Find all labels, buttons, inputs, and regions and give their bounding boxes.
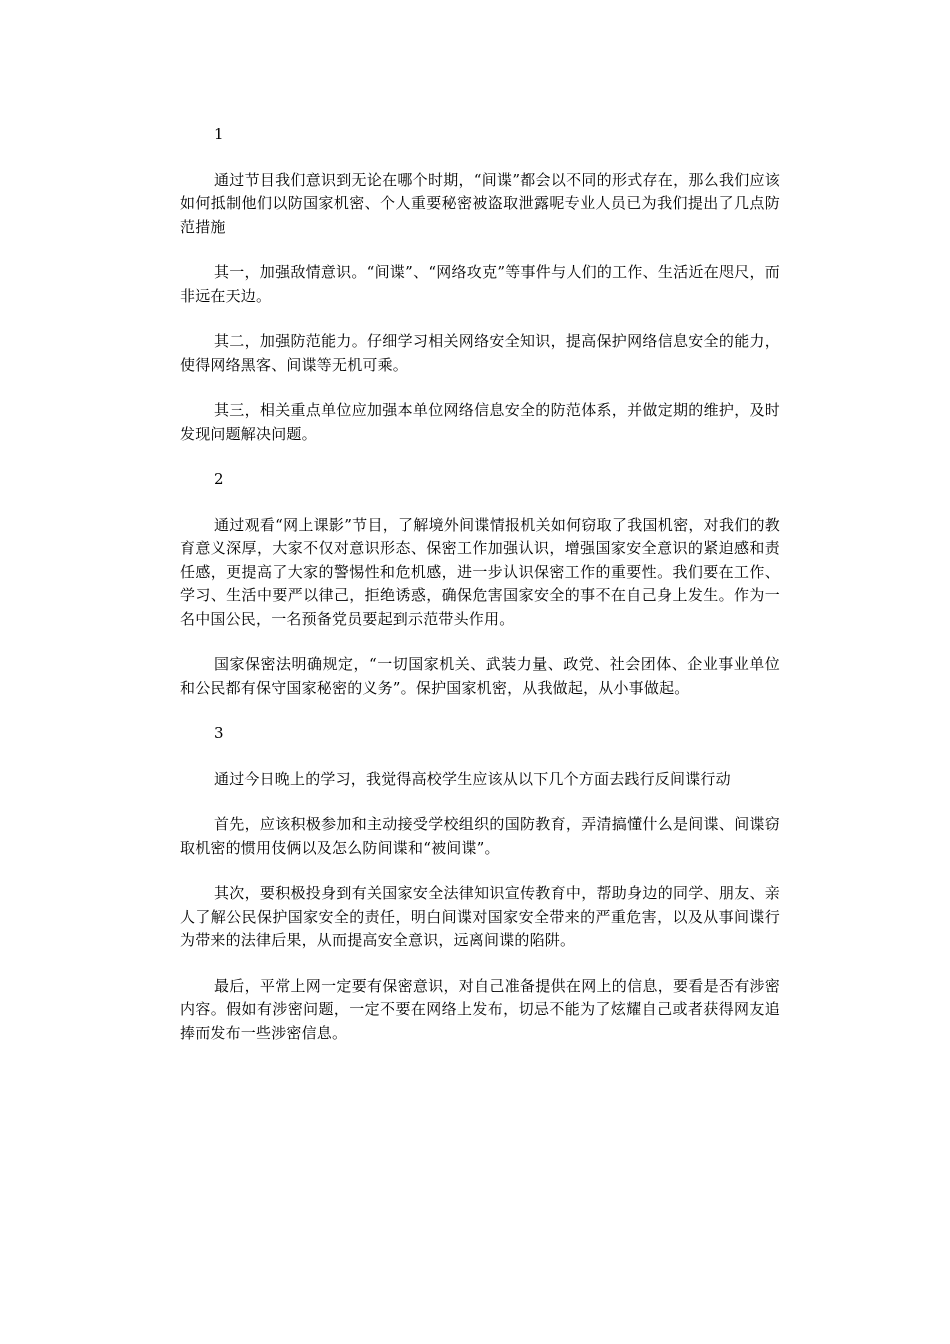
paragraph: 其二，加强防范能力。仔细学习相关网络安全知识，提高保护网络信息安全的能力，使得网络黑客、间谍等无机可乘。: [180, 332, 780, 374]
paragraph: 最后，平常上网一定要有保密意识，对自己准备提供在网上的信息，要看是否有涉密内容。假如有涉密问题，一定不要在网络上发布，切忌不能为了炫耀自己或者获得网友追捧而发布一些涉密信息。: [180, 976, 780, 1042]
section-number: 3: [214, 724, 224, 742]
paragraph: 通过观看“网上课影”节目，了解境外间谍情报机关如何窃取了我国机密，对我们的教育意义深厚，大家不仅对意识形态、保密工作加强认识，增强国家安全意识的紧迫感和责任感，更提高了大家的警惕性和危机感，进一步认识保密工作的重要性。我们要在工作、学习、生活中要严以律己，拒绝诱惑，确保危害国家安全的事不在自己身上发生。作为一名中国公民，一名预备党员要起到示范带头作用。: [180, 515, 780, 628]
section-number: 2: [214, 470, 224, 488]
section-number: 1: [214, 125, 224, 143]
paragraph: 通过节目我们意识到无论在哪个时期，“间谍”都会以不同的形式存在，那么我们应该如何抵制他们以防国家机密、个人重要秘密被盗取泄露呢专业人员已为我们提出了几点防范措施: [180, 170, 780, 236]
document-body: [180, 123, 780, 1045]
paragraph: 通过今日晚上的学习，我觉得高校学生应该从以下几个方面去践行反间谍行动: [214, 769, 731, 788]
paragraph: 首先，应该积极参加和主动接受学校组织的国防教育，弄清搞懂什么是间谍、间谍窃取机密的惯用伎俩以及怎么防间谍和“被间谍”。: [180, 815, 780, 857]
paragraph: 其次，要积极投身到有关国家安全法律知识宣传教育中，帮助身边的同学、朋友、亲人了解公民保护国家安全的责任，明白间谍对国家安全带来的严重危害，以及从事间谍行为带来的法律后果，从而提高安全意识，远离间谍的陷阱。: [180, 884, 780, 949]
paragraph: 国家保密法明确规定，“一切国家机关、武装力量、政党、社会团体、企业事业单位和公民都有保守国家秘密的义务”。保护国家机密，从我做起，从小事做起。: [180, 655, 780, 697]
paragraph: 其三，相关重点单位应加强本单位网络信息安全的防范体系，并做定期的维护，及时发现问题解决问题。: [180, 401, 780, 443]
paragraph: 其一，加强敌情意识。“间谍”、“网络攻克”等事件与人们的工作、生活近在咫尺，而非远在天边。: [180, 263, 780, 305]
